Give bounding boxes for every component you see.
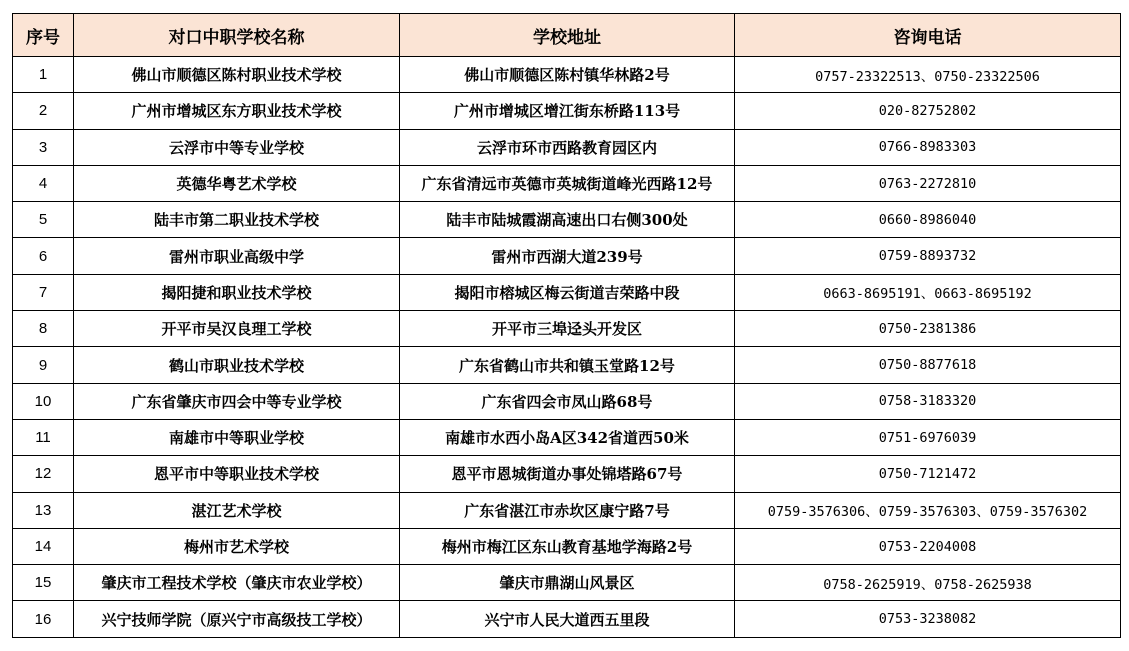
row-index: 2 — [13, 93, 74, 129]
table-row — [13, 57, 1121, 93]
row-phone: 0663-8695191、0663-8695192 — [735, 274, 1121, 310]
table-row — [13, 202, 1121, 238]
row-school-address: 云浮市环市西路教育园区内 — [400, 129, 735, 165]
row-phone: 0766-8983303 — [735, 129, 1121, 165]
school-table — [12, 13, 1121, 638]
table-row — [13, 274, 1121, 310]
row-school-address: 兴宁市人民大道西五里段 — [400, 601, 735, 637]
row-phone: 0759-3576306、0759-3576303、0759-3576302 — [735, 492, 1121, 528]
table-row — [13, 93, 1121, 129]
row-phone: 0753-3238082 — [735, 601, 1121, 637]
row-phone: 0750-2381386 — [735, 311, 1121, 347]
table-row — [13, 311, 1121, 347]
row-phone: 0763-2272810 — [735, 165, 1121, 201]
table-row — [13, 492, 1121, 528]
row-index: 13 — [13, 492, 74, 528]
row-school-address: 开平市三埠迳头开发区 — [400, 311, 735, 347]
row-phone: 0759-8893732 — [735, 238, 1121, 274]
row-school-name: 雷州市职业高级中学 — [74, 238, 400, 274]
row-index: 15 — [13, 565, 74, 601]
row-phone: 0750-8877618 — [735, 347, 1121, 383]
table-header — [13, 14, 1121, 57]
row-school-address: 广东省四会市凤山路68号 — [400, 383, 735, 419]
row-phone: 0660-8986040 — [735, 202, 1121, 238]
table-row — [13, 347, 1121, 383]
table-row — [13, 129, 1121, 165]
row-school-address: 恩平市恩城街道办事处锦塔路67号 — [400, 456, 735, 492]
row-phone: 020-82752802 — [735, 93, 1121, 129]
row-index: 6 — [13, 238, 74, 274]
row-school-name: 揭阳捷和职业技术学校 — [74, 274, 400, 310]
row-index: 11 — [13, 419, 74, 455]
row-school-name: 陆丰市第二职业技术学校 — [74, 202, 400, 238]
row-index: 12 — [13, 456, 74, 492]
row-phone: 0753-2204008 — [735, 528, 1121, 564]
row-school-name: 英德华粤艺术学校 — [74, 165, 400, 201]
table-body — [13, 57, 1121, 638]
row-school-address: 梅州市梅江区东山教育基地学海路2号 — [400, 528, 735, 564]
row-index: 8 — [13, 311, 74, 347]
row-school-name: 肇庆市工程技术学校（肇庆市农业学校） — [74, 565, 400, 601]
table-row — [13, 565, 1121, 601]
row-index: 1 — [13, 57, 74, 93]
row-school-name: 兴宁技师学院（原兴宁市高级技工学校） — [74, 601, 400, 637]
table-row — [13, 528, 1121, 564]
row-school-address: 广东省鹤山市共和镇玉堂路12号 — [400, 347, 735, 383]
table-row — [13, 165, 1121, 201]
row-school-address: 陆丰市陆城霞湖高速出口右侧300处 — [400, 202, 735, 238]
header-school-address: 学校地址 — [400, 14, 735, 57]
table-row — [13, 238, 1121, 274]
row-school-name: 恩平市中等职业技术学校 — [74, 456, 400, 492]
row-index: 3 — [13, 129, 74, 165]
table-row — [13, 383, 1121, 419]
row-school-address: 雷州市西湖大道239号 — [400, 238, 735, 274]
row-phone: 0757-23322513、0750-23322506 — [735, 57, 1121, 93]
row-school-address: 广东省清远市英德市英城街道峰光西路12号 — [400, 165, 735, 201]
header-index: 序号 — [13, 14, 74, 57]
table-row — [13, 601, 1121, 637]
row-school-address: 佛山市顺德区陈村镇华林路2号 — [400, 57, 735, 93]
row-phone: 0750-7121472 — [735, 456, 1121, 492]
header-phone: 咨询电话 — [735, 14, 1121, 57]
row-index: 9 — [13, 347, 74, 383]
row-school-address: 广东省湛江市赤坎区康宁路7号 — [400, 492, 735, 528]
row-phone: 0751-6976039 — [735, 419, 1121, 455]
table-row — [13, 419, 1121, 455]
row-school-name: 广州市增城区东方职业技术学校 — [74, 93, 400, 129]
row-index: 10 — [13, 383, 74, 419]
row-phone: 0758-3183320 — [735, 383, 1121, 419]
row-school-name: 佛山市顺德区陈村职业技术学校 — [74, 57, 400, 93]
row-school-name: 鹤山市职业技术学校 — [74, 347, 400, 383]
table-row — [13, 456, 1121, 492]
row-school-name: 梅州市艺术学校 — [74, 528, 400, 564]
header-row — [13, 14, 1121, 57]
row-school-name: 湛江艺术学校 — [74, 492, 400, 528]
row-school-address: 肇庆市鼎湖山风景区 — [400, 565, 735, 601]
row-index: 16 — [13, 601, 74, 637]
row-phone: 0758-2625919、0758-2625938 — [735, 565, 1121, 601]
row-school-name: 云浮市中等专业学校 — [74, 129, 400, 165]
row-school-name: 广东省肇庆市四会中等专业学校 — [74, 383, 400, 419]
row-index: 5 — [13, 202, 74, 238]
row-school-address: 揭阳市榕城区梅云街道吉荣路中段 — [400, 274, 735, 310]
row-index: 4 — [13, 165, 74, 201]
row-index: 7 — [13, 274, 74, 310]
row-school-address: 广州市增城区增江街东桥路113号 — [400, 93, 735, 129]
row-school-name: 南雄市中等职业学校 — [74, 419, 400, 455]
row-school-name: 开平市吴汉良理工学校 — [74, 311, 400, 347]
row-index: 14 — [13, 528, 74, 564]
header-school-name: 对口中职学校名称 — [74, 14, 400, 57]
row-school-address: 南雄市水西小岛A区342省道西50米 — [400, 419, 735, 455]
